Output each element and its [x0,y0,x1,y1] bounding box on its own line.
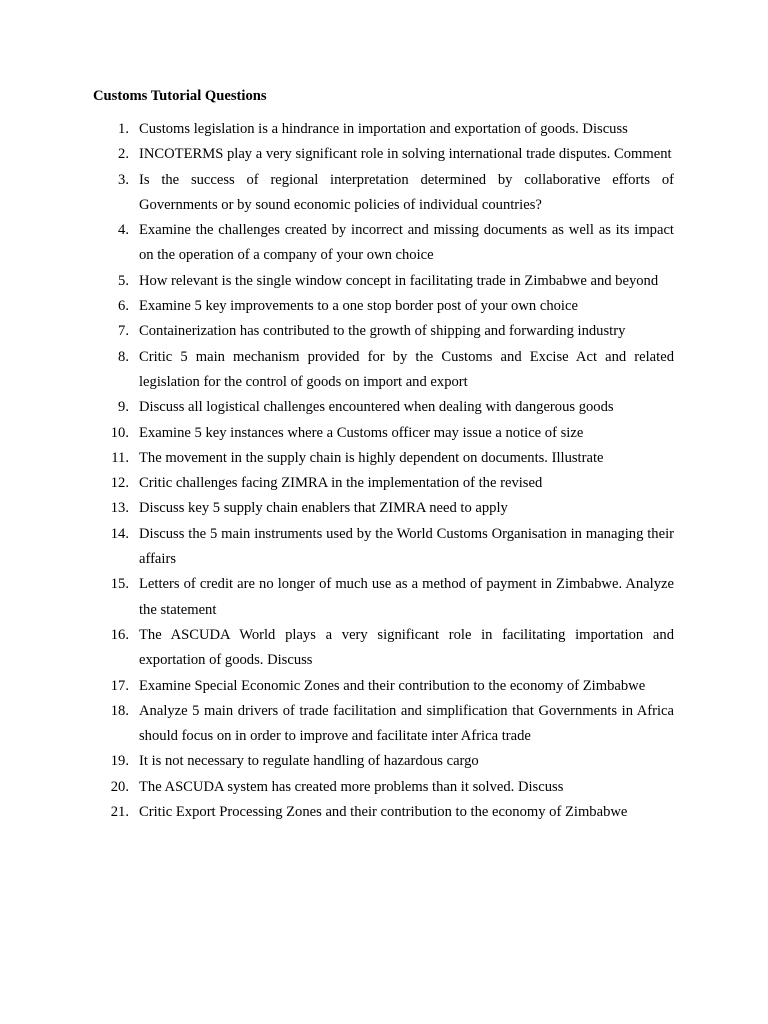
question-text: Examine Special Economic Zones and their contribution to the economy of Zimbabwe [139,677,646,694]
question-number: 10. [110,424,129,441]
question-item [93,623,674,674]
question-number: 7. [118,323,129,340]
question-item [93,522,674,573]
question-item [93,699,674,750]
question-text: Customs legislation is a hindrance in importation and exportation of goods. Discuss [139,121,628,137]
question-item [93,117,674,142]
question-item [93,395,674,420]
question-text: Critic challenges facing ZIMRA in the implementation of the revised [139,475,543,492]
question-item [93,319,674,344]
question-number: 2. [118,146,129,163]
question-number: 1. [118,121,129,137]
question-item [93,674,674,699]
question-text: The ASCUDA World plays a very significant role in facilitating importation and exportation of goods. Discuss [139,626,674,669]
question-text: Examine 5 key improvements to a one stop border post of your own choice [139,298,578,315]
question-number: 21. [110,804,129,821]
question-item [93,421,674,446]
question-text: Examine the challenges created by incorrect and missing documents as well as its impact on the operation of a company of your own choice [139,222,674,264]
question-item [93,572,674,623]
question-item [93,218,674,269]
question-number: 9. [118,399,129,416]
question-text: Discuss all logistical challenges encountered when dealing with dangerous goods [139,399,614,416]
question-number: 3. [118,171,129,188]
question-text: INCOTERMS play a very significant role in solving international trade disputes. Comment [139,146,672,163]
question-text: Discuss key 5 supply chain enablers that ZIMRA need to apply [139,500,508,517]
question-item [93,142,674,167]
document-title: Customs Tutorial Questions [93,88,267,104]
question-text: The movement in the supply chain is highly dependent on documents. Illustrate [139,449,604,466]
question-number: 6. [118,298,129,315]
question-text: Critic 5 main mechanism provided for by the Customs and Excise Act and related legislation for the control of goods on import and export [139,348,674,390]
question-number: 15. [110,576,129,593]
question-text: How relevant is the single window concept in facilitating trade in Zimbabwe and beyond [139,272,659,289]
question-text: It is not necessary to regulate handling of hazardous cargo [139,753,479,770]
question-text: Letters of credit are no longer of much use as a method of payment in Zimbabwe. Analyze the statement [139,576,674,618]
question-item [93,168,674,219]
question-text: Is the success of regional interpretation determined by collaborative efforts of Governments or by sound economic policies of individual countries? [139,171,674,213]
question-text: The ASCUDA system has created more problems than it solved. Discuss [139,778,564,795]
question-list [93,117,674,825]
question-number: 8. [118,348,129,365]
question-number: 18. [110,702,129,719]
question-text: Containerization has contributed to the growth of shipping and forwarding industry [139,323,626,340]
question-item [93,345,674,396]
question-item [93,446,674,471]
question-item [93,749,674,774]
question-item [93,496,674,521]
question-number: 11. [111,449,129,466]
question-text: Critic Export Processing Zones and their contribution to the economy of Zimbabwe [139,804,628,821]
question-number: 19. [110,753,129,770]
question-number: 16. [110,626,129,643]
question-number: 17. [110,677,129,694]
question-number: 5. [118,272,129,289]
question-item [93,775,674,800]
question-number: 13. [110,500,129,517]
question-number: 4. [118,222,129,239]
question-text: Examine 5 key instances where a Customs officer may issue a notice of size [139,424,584,441]
question-number: 12. [110,475,129,492]
question-text: Discuss the 5 main instruments used by the World Customs Organisation in managing their affairs [139,525,674,568]
question-item [93,800,674,825]
question-item [93,294,674,319]
question-item [93,269,674,294]
question-number: 14. [110,525,129,542]
question-text: Analyze 5 main drivers of trade facilitation and simplification that Governments in Africa should focus on in order to improve and facilitate inter Africa trade [139,702,674,745]
question-item [93,471,674,496]
question-number: 20. [110,778,129,795]
